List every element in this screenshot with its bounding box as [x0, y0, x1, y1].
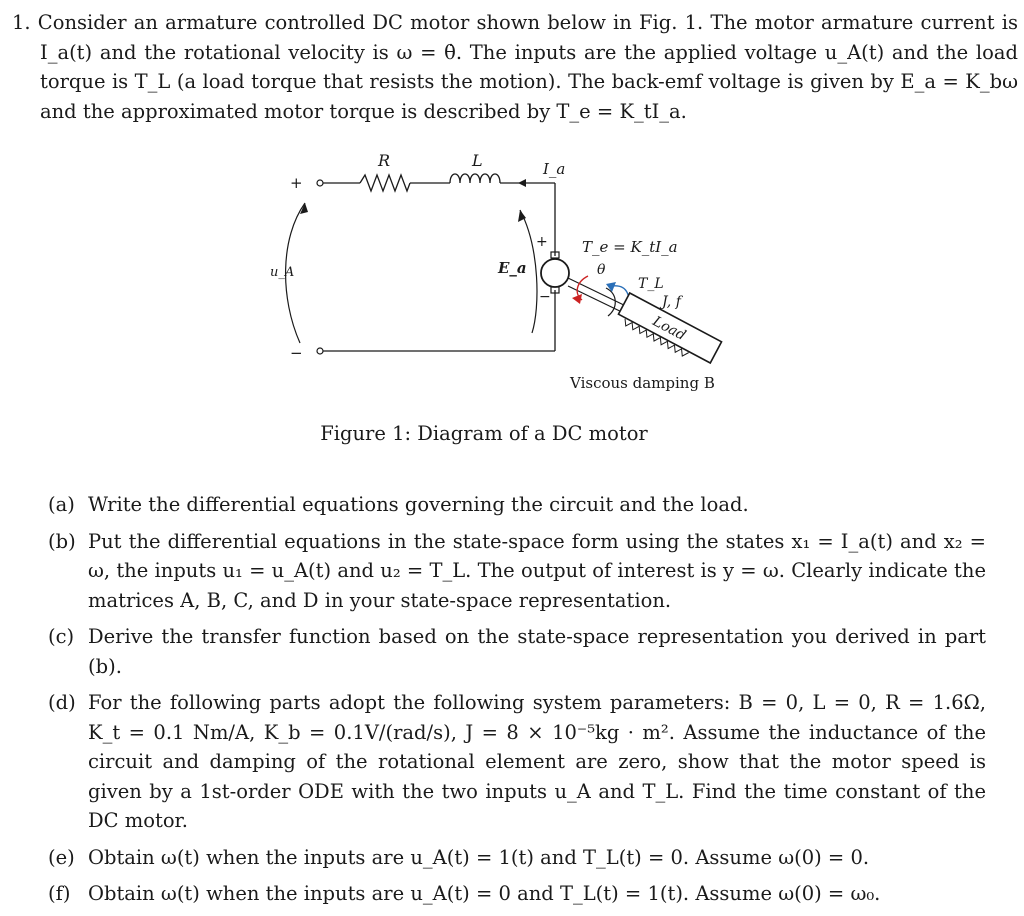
part-text: Write the differential equations governing the circuit and the load.	[88, 493, 749, 516]
inertia-label: J, f	[662, 294, 681, 310]
torque-equation-label: T_e = K_tI_a	[582, 238, 678, 256]
resistor-symbol	[360, 175, 410, 191]
part-e	[48, 843, 986, 873]
rotation-arc-black	[606, 288, 615, 316]
part-text: Derive the transfer function based on the state-space representation you derived in part (b).	[88, 625, 986, 678]
load-torque-label: T_L	[638, 276, 664, 292]
load-label: Load	[649, 313, 689, 344]
part-text: Put the differential equations in the state-space form using the states x₁ = I_a(t) and x₂ = ω, the inputs u₁ = u_A(t) and u₂ = T_L. The output of interest is y = ω. Clearly indicate the matrices A, B, C, and D in your state-space representation.	[88, 529, 986, 612]
motor-minus-label: −	[539, 289, 551, 305]
part-label: (e)	[48, 845, 75, 869]
part-label: (d)	[48, 691, 76, 714]
part-text: Obtain ω(t) when the inputs are u_A(t) = 1(t) and T_L(t) = 0. Assume ω(0) = 0.	[88, 845, 870, 869]
input-voltage-label: u_A	[270, 265, 295, 280]
inductor-label: L	[472, 151, 483, 170]
back-emf-label: E_a	[498, 259, 527, 277]
dc-motor-figure	[250, 148, 730, 408]
part-label: (b)	[48, 529, 76, 553]
dc-motor-diagram	[250, 148, 730, 408]
minus-terminal-label: −	[290, 344, 303, 362]
problem-text: Consider an armature controlled DC motor shown below in Fig. 1. The motor armature current is I_a(t) and the rotational velocity is ω = θ̇. The inputs are the applied voltage u_A(t) and the load torque is T_L (a load torque that resists the motion). The back-emf voltage is given by E_a = K_bω and the approximated motor torque is described by T_e = K_tI_a.	[37, 11, 1018, 123]
motor-symbol	[541, 259, 569, 287]
part-label: (f)	[48, 882, 71, 905]
part-text: Obtain ω(t) when the inputs are u_A(t) = 0 and T_L(t) = 1(t). Assume ω(0) = ω₀.	[88, 882, 881, 905]
motor-plus-label: +	[536, 234, 548, 250]
part-label: (c)	[48, 625, 75, 648]
damping-label: Viscous damping B	[570, 374, 715, 392]
problem-number: 1.	[12, 11, 31, 34]
bottom-terminal	[317, 348, 323, 354]
rotation-arrowhead-blue	[606, 282, 616, 292]
part-text: For the following parts adopt the following system parameters: B = 0, L = 0, R = 1.6Ω, K_t = 0.1 Nm/A, K_b = 0.1V/(rad/s), J = 8 × 10⁻⁵kg · m². Assume the inductance of the circuit and damping of the rotational element are zero, show that the motor speed is given by a 1st-order ODE with the two inputs u_A and T_L. Find the time constant of the DC motor.	[88, 691, 986, 832]
resistor-label: R	[378, 151, 391, 170]
plus-terminal-label: +	[290, 174, 303, 192]
part-a	[48, 490, 986, 520]
rotation-arrowhead-red	[572, 294, 582, 304]
problem-parts	[48, 490, 986, 916]
part-f	[48, 879, 986, 909]
part-label: (a)	[48, 493, 75, 516]
inductor-symbol	[450, 174, 500, 183]
top-terminal	[317, 180, 323, 186]
current-label: I_a	[543, 160, 566, 178]
part-b	[48, 527, 986, 616]
problem-statement	[12, 8, 1018, 126]
part-c	[48, 622, 986, 681]
figure-caption: Figure 1: Diagram of a DC motor	[320, 422, 648, 445]
angle-label: θ	[597, 262, 606, 278]
part-d	[48, 688, 986, 836]
current-arrow	[518, 179, 526, 187]
